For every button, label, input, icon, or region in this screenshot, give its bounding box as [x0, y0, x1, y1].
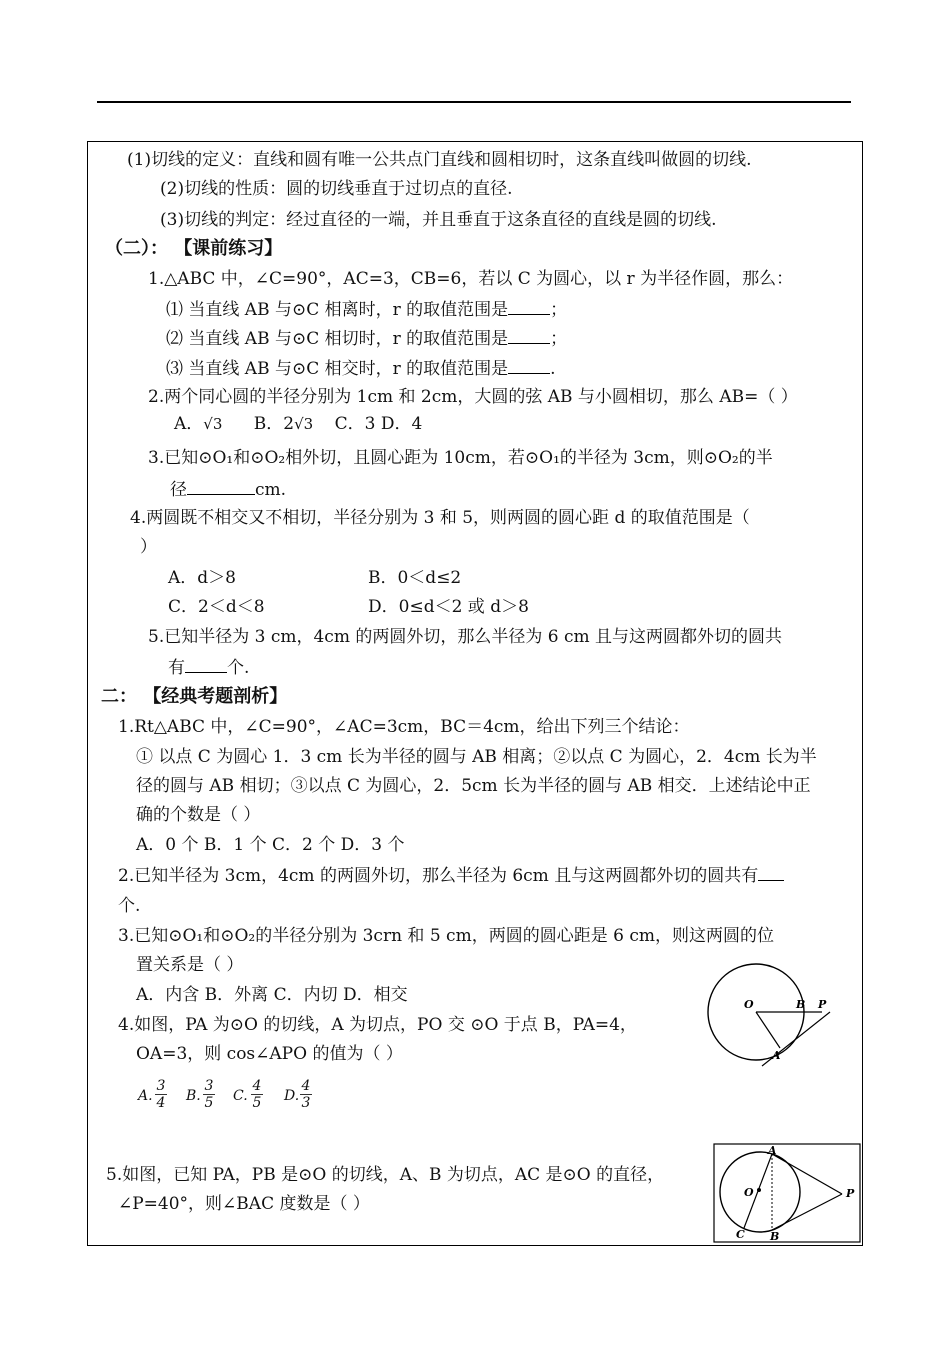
q3-stem-cont: 径 cm. [170, 480, 287, 500]
e1-stem: 1.Rt△ABC 中，∠C=90°，∠AC=3cm，BC＝4cm，给出下列三个结论： [118, 717, 690, 737]
segment-oa [756, 1012, 780, 1048]
q4-option-a: A．d＞8 [168, 568, 236, 588]
e4-stem: 4.如图，PA 为⊙O 的切线，A 为切点，PO 交 ⊙O 于点 B，PA=4， [118, 1015, 637, 1035]
q1-stem: 1.△ABC 中，∠C=90°，AC=3，CB=6，若以 C 为圆心，以 r 为半径作圆，那么： [148, 269, 794, 289]
circle-o [720, 1152, 800, 1232]
e1-line4: 确的个数是（ ） [136, 805, 261, 825]
e3-stem: 3.已知⊙O₁和⊙O₂的半径分别为 3crn 和 5 cm，两圆的圆心距是 6 cm，则这两圆的位 [118, 926, 774, 946]
header-rule [97, 101, 851, 103]
section-classic-exam: 二： 【经典考题剖析】 [101, 686, 288, 707]
e4-option-a-label: A. [138, 1088, 153, 1104]
figure-tangents-pa-pb [712, 1142, 862, 1244]
label-a: A [768, 1144, 777, 1157]
label-b: B [770, 1230, 780, 1243]
figure-tangent-pa [700, 962, 840, 1072]
e5-stem-cont: ∠P=40°，则∠BAC 度数是（ ） [118, 1194, 370, 1214]
q5-stem: 5.已知半径为 3 cm，4cm 的两圆外切，那么半径为 6 cm 且与这两圆都外切的圆共 [148, 627, 783, 647]
q3-stem: 3.已知⊙O₁和⊙O₂相外切，且圆心距为 10cm，若⊙O₁的半径为 3cm，则⊙O₂的半 [148, 448, 773, 468]
q2-stem: 2.两个同心圆的半径分别为 1cm 和 2cm，大圆的弦 AB 与小圆相切，那么 AB=（ ） [148, 387, 798, 407]
q4-option-b: B．0＜d≤2 [368, 568, 462, 588]
q2-options: A．√3 B．2√3 C．3 D．4 [174, 414, 423, 434]
q5-stem-cont: 有 个. [168, 658, 250, 678]
e3-stem-cont: 置关系是（ ） [136, 955, 244, 975]
tangent-pb [772, 1194, 842, 1230]
tangent-pa [772, 1154, 842, 1194]
section-pre-class-practice: （二）： 【课前练习】 [105, 238, 283, 259]
q1-part2: ⑵ 当直线 AB 与⊙C 相切时，r 的取值范围是 ； [166, 329, 568, 349]
e4-option-c-label: C. [233, 1088, 248, 1104]
sqrt3-b: √3 [294, 415, 314, 433]
label-o: O [744, 1186, 754, 1199]
e3-options: A．内含 B．外离 C．内切 D．相交 [136, 985, 408, 1005]
label-a: A [772, 1049, 781, 1062]
e4-option-b-label: B. [186, 1088, 201, 1104]
tangent-definition: (1)切线的定义：直线和圆有唯一公共点门直线和圆相切时，这条直线叫做圆的切线. [127, 150, 752, 170]
e1-options: A．0 个 B．1 个 C．2 个 D．3 个 [136, 835, 405, 855]
label-p: P [818, 998, 827, 1011]
e4-option-b-fraction: $\frac{3}{5}$ [204, 1078, 214, 1111]
e4-stem-cont: OA=3，则 cos∠APO 的值为（ ） [136, 1044, 403, 1064]
e1-line3: 径的圆与 AB 相切；③以点 C 为圆心，2．5cm 长为半径的圆与 AB 相交．上述结论中正 [136, 776, 811, 796]
q4-option-d: D．0≤d＜2 或 d＞8 [368, 597, 529, 617]
q4-stem-cont: ） [140, 537, 157, 557]
center-o [757, 1188, 761, 1192]
e5-stem: 5.如图，已知 PA，PB 是⊙O 的切线，A、B 为切点，AC 是⊙O 的直径， [106, 1165, 665, 1185]
label-o: O [744, 998, 754, 1011]
label-c: C [736, 1228, 745, 1241]
e1-line2: ① 以点 C 为圆心 1．3 cm 长为半径的圆与 AB 相离；②以点 C 为圆心，2．4cm 长为半 [136, 747, 817, 767]
label-p: P [846, 1187, 855, 1200]
sqrt3-a: √3 [203, 415, 223, 433]
e2-stem: 2.已知半径为 3cm，4cm 的两圆外切，那么半径为 6cm 且与这两圆都外切的圆共有 [118, 864, 784, 887]
tangent-property: (2)切线的性质：圆的切线垂直于过切点的直径. [160, 179, 513, 199]
q1-part3: ⑶ 当直线 AB 与⊙C 相交时，r 的取值范围是 . [166, 359, 556, 379]
q4-stem: 4.两圆既不相交又不相切，半径分别为 3 和 5，则两圆的圆心距 d 的取值范围是（ [130, 508, 750, 528]
e4-option-d-label: D. [284, 1088, 300, 1104]
tangent-criterion: (3)切线的判定：经过直径的一端，并且垂直于这条直径的直线是圆的切线. [160, 210, 717, 230]
label-b: B [796, 998, 806, 1011]
q4-option-c: C．2＜d＜8 [168, 597, 265, 617]
e4-option-d-fraction: $\frac{4}{3}$ [301, 1078, 311, 1111]
e4-option-c-fraction: $\frac{4}{5}$ [252, 1078, 262, 1111]
q1-part1: ⑴ 当直线 AB 与⊙C 相离时，r 的取值范围是 ； [166, 300, 568, 320]
e2-stem-cont: 个. [118, 896, 141, 916]
e4-option-a-fraction: $\frac{3}{4}$ [156, 1078, 166, 1111]
